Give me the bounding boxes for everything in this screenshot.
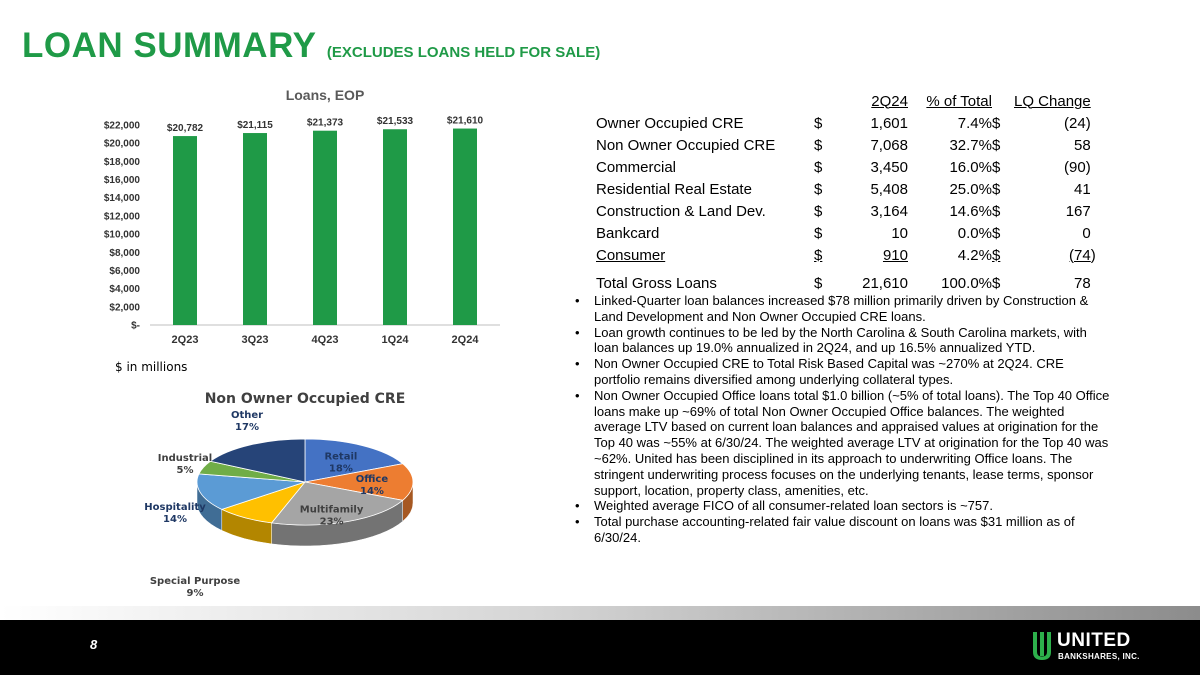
pie-label-pct: 17%: [235, 422, 259, 433]
table-row: [596, 222, 1105, 244]
row-name: Consumer: [596, 246, 666, 264]
table-header-row: [596, 90, 1105, 112]
row-value: 7,068: [870, 136, 908, 154]
row-dollar: $: [814, 136, 823, 154]
footer-bar: [0, 620, 1200, 675]
row-close: [1091, 134, 1105, 156]
row-dollar: $: [992, 246, 1001, 264]
bar-data-label: $21,533: [376, 116, 414, 128]
y-tick-label: $18,000: [103, 156, 140, 168]
pie-label-pct: 14%: [163, 514, 187, 525]
bullet-item: • Non Owner Occupied CRE to Total Risk Based Capital was ~270% at 2Q24. CRE portfolio remains diversified among underlying collateral types.: [572, 356, 1112, 388]
row-change: 58: [1074, 136, 1091, 154]
row-value: 5,408: [870, 180, 908, 198]
bar-data-label: $21,610: [446, 115, 484, 127]
row-dollar: $: [814, 246, 823, 264]
x-tick-label: 3Q23: [241, 334, 269, 346]
united-u-mark-icon: [1033, 632, 1051, 660]
y-tick-label: $8,000: [109, 247, 140, 259]
row-pct: 7.4%: [957, 114, 992, 132]
y-tick-label: $16,000: [103, 175, 140, 187]
row-value: 1,601: [870, 114, 908, 132]
bullet-item: • Loan growth continues to be led by the North Carolina & South Carolina markets, with loan balances up 19.0% annualized in 2Q24, and up 16.5% annualized YTD.: [572, 325, 1112, 357]
y-tick-label: $6,000: [109, 265, 140, 277]
row-pct: 32.7%: [949, 136, 992, 154]
row-value: 3,450: [870, 158, 908, 176]
pie-label-pct: 9%: [186, 588, 204, 599]
table-row: [596, 156, 1105, 178]
row-change: 0: [1082, 224, 1091, 242]
table-row: [596, 244, 1105, 266]
bar-data-label: $21,115: [237, 120, 273, 132]
y-tick-label: $-: [131, 320, 140, 332]
bar-data-label: $21,373: [306, 117, 344, 129]
y-tick-label: $4,000: [109, 284, 140, 296]
bar: [313, 131, 337, 325]
row-close: [1091, 156, 1105, 178]
loans-bar-chart: [95, 80, 515, 355]
pie-label-name: Retail: [324, 451, 358, 463]
table-row: [596, 134, 1105, 156]
commentary-bullets: [572, 293, 1112, 546]
total-value: 21,610: [862, 274, 908, 292]
table-row: [596, 112, 1105, 134]
bar: [383, 129, 407, 325]
pie-label-name: Office: [355, 474, 389, 485]
row-value: 3,164: [870, 202, 908, 220]
unit-note: $ in millions: [115, 360, 188, 374]
header-period: 2Q24: [871, 92, 908, 110]
logo-subtext: BANKSHARES, INC.: [1058, 652, 1140, 661]
row-dollar: $: [814, 114, 823, 132]
bar: [243, 133, 267, 325]
bar-data-label: $20,782: [166, 123, 204, 135]
row-value: 910: [882, 246, 908, 264]
loan-table: [596, 90, 1105, 300]
row-dollar: $: [992, 224, 1001, 242]
row-pct: 25.0%: [949, 180, 992, 198]
total-change: 78: [1074, 274, 1091, 292]
row-close: [1091, 112, 1105, 134]
bar: [173, 136, 197, 325]
row-dollar: $: [814, 224, 823, 242]
x-tick-label: 1Q24: [381, 334, 409, 346]
row-change: (74: [1069, 246, 1091, 264]
row-name: Residential Real Estate: [596, 180, 752, 198]
row-close: [1091, 222, 1105, 244]
table-row: [596, 200, 1105, 222]
pie-label-name: Hospitality: [144, 502, 206, 513]
pie-label-name: Other: [230, 410, 264, 421]
row-dollar: $: [992, 136, 1001, 154]
cre-pie-chart: [115, 385, 445, 600]
y-tick-label: $22,000: [103, 120, 140, 132]
logo-wordmark: UNITED: [1057, 630, 1131, 651]
row-change: 41: [1074, 180, 1091, 198]
row-pct: 0.0%: [957, 224, 992, 242]
row-name: Owner Occupied CRE: [596, 114, 744, 132]
row-change: 167: [1065, 202, 1091, 220]
row-name: Commercial: [596, 158, 677, 176]
row-dollar: $: [814, 158, 823, 176]
row-pct: 4.2%: [957, 246, 992, 264]
total-dollar: $: [992, 274, 1001, 292]
table-row: [596, 178, 1105, 200]
row-name: Non Owner Occupied CRE: [596, 136, 776, 154]
title-subtitle: (EXCLUDES LOANS HELD FOR SALE): [326, 44, 601, 61]
row-pct: 16.0%: [949, 158, 992, 176]
title-main: LOAN SUMMARY: [22, 26, 317, 65]
company-logo: [1033, 630, 1183, 666]
row-dollar: $: [992, 202, 1001, 220]
header-change: LQ Change: [1014, 92, 1091, 110]
pie-label-name: Industrial: [157, 453, 213, 464]
row-dollar: $: [992, 180, 1001, 198]
bullet-item: • Linked-Quarter loan balances increased $78 million primarily driven by Construction & Land Development and Non Owner Occupied CRE loans.: [572, 293, 1112, 325]
bar-chart-title: Loans, EOP: [285, 87, 365, 103]
row-dollar: $: [814, 180, 823, 198]
total-pct: 100.0%: [941, 274, 992, 292]
bullet-item: • Total purchase accounting-related fair value discount on loans was $31 million as of 6/30/24.: [572, 514, 1112, 546]
page-title: [22, 26, 600, 66]
row-close: [1091, 200, 1105, 222]
pie-label-name: Multifamily: [299, 504, 364, 516]
y-tick-label: $14,000: [103, 193, 140, 205]
footer-gradient: [0, 606, 1200, 620]
y-tick-label: $12,000: [103, 211, 140, 223]
bullet-item: • Non Owner Occupied Office loans total $1.0 billion (~5% of total loans). The Top 40 Office loans make up ~69% of total Non Owner Occupied Office balances. The weighted average LTV based on current loan balances and appraised values at origination for the Top 40 was ~55% at 6/30/24. The weighted average LTV at origination for the Top 40 was ~62%. United has been disciplined in its approach to underwriting Office loans. The stringent underwriting process focuses on the underlying tenants, lease terms, sponsor support, location, property class, amenities, etc.: [572, 388, 1112, 499]
total-name: Total Gross Loans: [596, 274, 717, 292]
header-pct: % of Total: [926, 92, 992, 110]
row-close: [1091, 178, 1105, 200]
y-tick-label: $2,000: [109, 302, 140, 314]
pie-label-pct: 18%: [328, 463, 353, 475]
row-dollar: $: [992, 114, 1001, 132]
row-dollar: $: [992, 158, 1001, 176]
bullet-item: • Weighted average FICO of all consumer-related loan sectors is ~757.: [572, 498, 1112, 514]
pie-label-pct: 14%: [359, 486, 384, 497]
row-name: Construction & Land Dev.: [596, 202, 766, 220]
row-dollar: $: [814, 202, 823, 220]
pie-chart-title: Non Owner Occupied CRE: [204, 391, 406, 407]
row-name: Bankcard: [596, 224, 660, 242]
row-pct: 14.6%: [949, 202, 992, 220]
bar: [453, 129, 477, 325]
x-tick-label: 4Q23: [311, 334, 339, 346]
row-change: (24): [1064, 114, 1091, 132]
y-tick-label: $20,000: [103, 138, 140, 150]
x-tick-label: 2Q23: [171, 334, 199, 346]
x-tick-label: 2Q24: [451, 334, 479, 346]
pie-label-name: Special Purpose: [149, 576, 241, 587]
row-value: 10: [891, 224, 908, 242]
row-close: ): [1090, 246, 1096, 264]
pie-label-pct: 23%: [319, 516, 344, 528]
total-dollar: $: [814, 274, 823, 292]
row-change: (90): [1064, 158, 1091, 176]
y-tick-label: $10,000: [103, 229, 140, 241]
pie-label-pct: 5%: [176, 465, 194, 476]
page-number: 8: [90, 637, 98, 652]
